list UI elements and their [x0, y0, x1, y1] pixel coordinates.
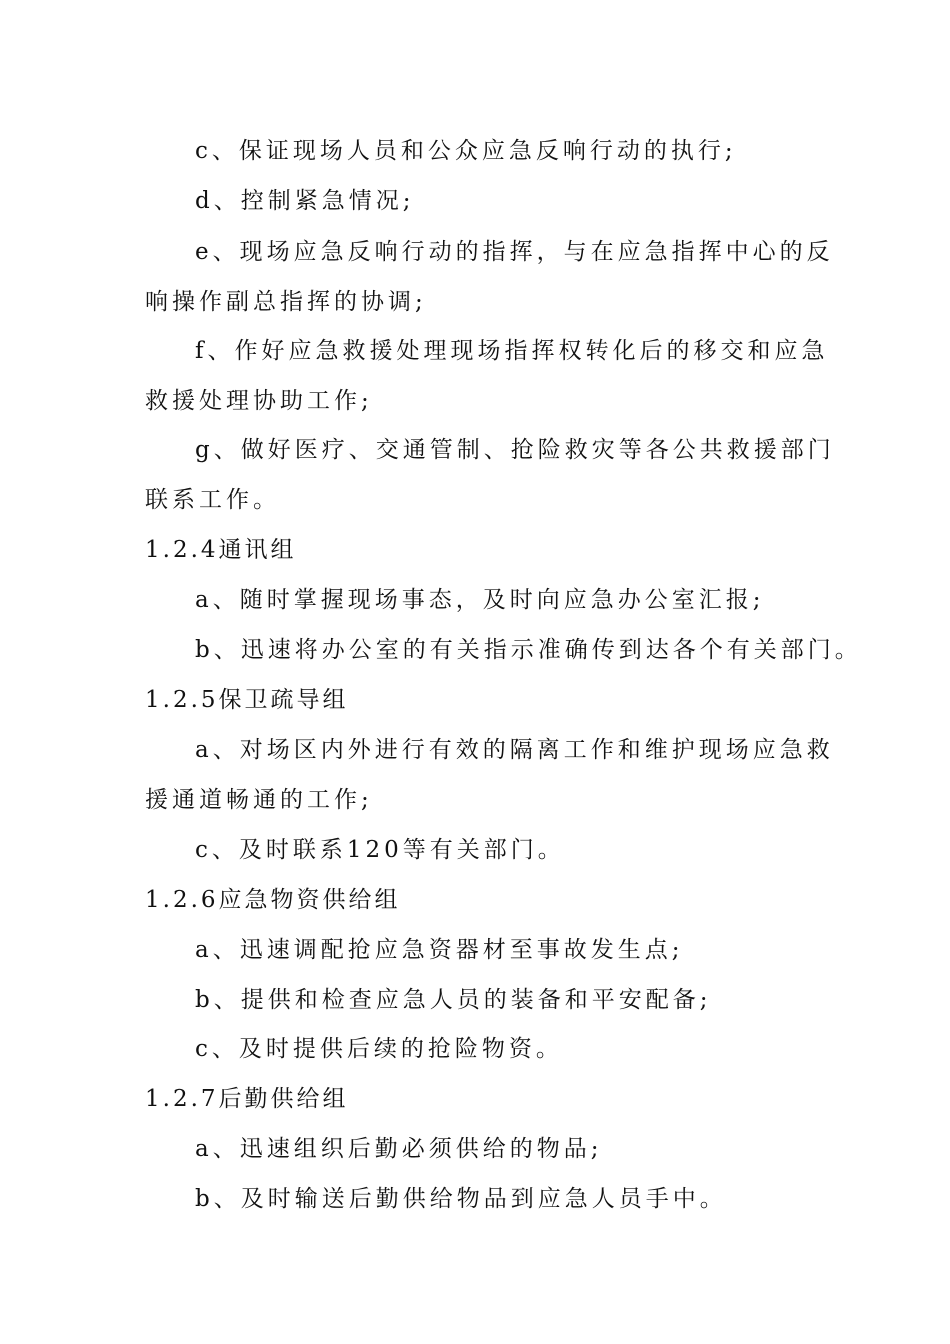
paragraph-line: a、迅速调配抢应急资器材至事故发生点;: [195, 937, 684, 963]
section-heading: 1.2.7后勤供给组: [145, 1086, 349, 1112]
section-heading: 1.2.5保卫疏导组: [145, 687, 349, 713]
paragraph-line: c、保证现场人员和公众应急反响行动的执行;: [195, 138, 737, 164]
paragraph-line: 救援处理协助工作;: [145, 388, 373, 414]
section-heading: 1.2.4通讯组: [145, 537, 297, 563]
paragraph-line: b、迅速将办公室的有关指示准确传到达各个有关部门。: [195, 637, 862, 663]
paragraph-line: c、及时联系120等有关部门。: [195, 837, 565, 863]
paragraph-line: 联系工作。: [145, 487, 280, 513]
paragraph-line: e、现场应急反响行动的指挥，与在应急指挥中心的反: [195, 239, 834, 265]
paragraph-line: 援通道畅通的工作;: [145, 787, 373, 813]
paragraph-line: a、对场区内外进行有效的隔离工作和维护现场应急救: [195, 737, 834, 763]
paragraph-line: b、提供和检查应急人员的装备和平安配备;: [195, 987, 712, 1013]
section-heading: 1.2.6应急物资供给组: [145, 887, 401, 913]
paragraph-line: a、随时掌握现场事态，及时向应急办公室汇报;: [195, 587, 765, 613]
paragraph-line: a、迅速组织后勤必须供给的物品;: [195, 1136, 603, 1162]
paragraph-line: f、作好应急救援处理现场指挥权转化后的移交和应急: [195, 338, 829, 364]
paragraph-line: c、及时提供后续的抢险物资。: [195, 1036, 563, 1062]
paragraph-line: b、及时输送后勤供给物品到应急人员手中。: [195, 1186, 727, 1212]
paragraph-line: d、控制紧急情况;: [195, 188, 415, 214]
paragraph-line: g、做好医疗、交通管制、抢险救灾等各公共救援部门: [195, 437, 835, 463]
paragraph-line: 响操作副总指挥的协调;: [145, 289, 427, 315]
